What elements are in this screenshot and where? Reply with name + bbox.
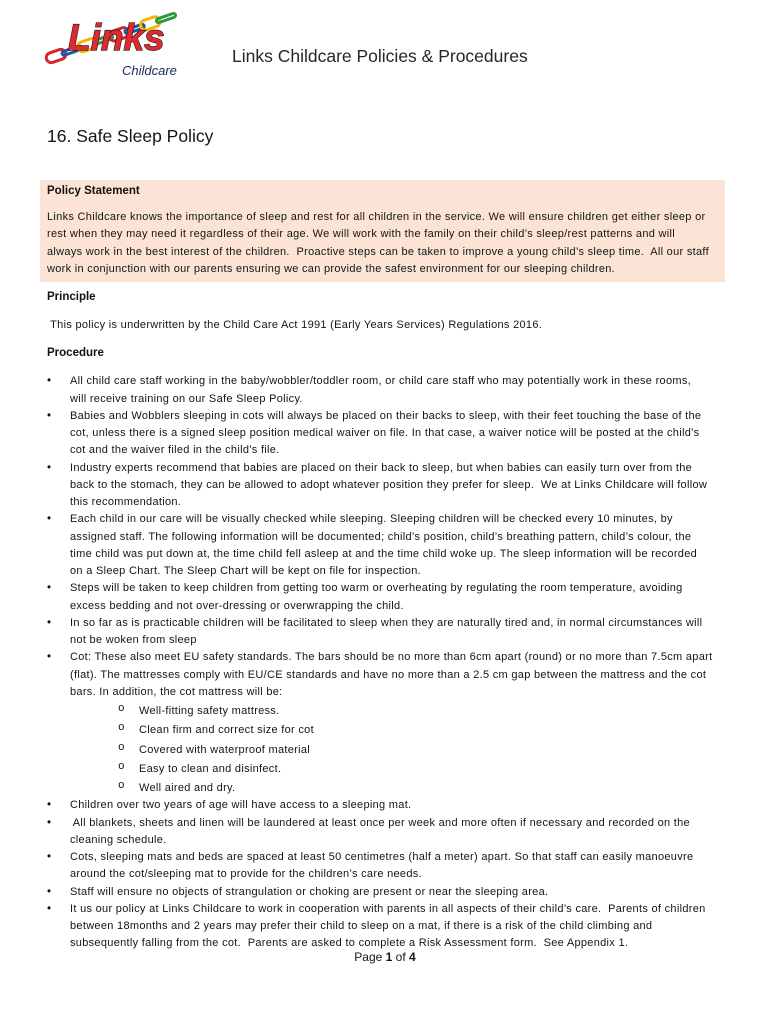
sub-list-item (70, 740, 737, 759)
procedure-item-text: It us our policy at Links Childcare to work in cooperation with parents in all aspects of their child’s care. Parents of children between 18months and 2 years may prefer their child to sleep on a mat, if there is a risk of the child climbing and subsequently falling from the cot. Parents are asked to complete a Risk Assessment form. See Appendix 1. (70, 902, 706, 950)
document-title: 16. Safe Sleep Policy (47, 126, 214, 146)
bullet-marker: • (47, 851, 52, 864)
running-header-title: Links Childcare Policies & Procedures (232, 46, 528, 66)
bullet-marker: • (47, 651, 52, 664)
bullet-marker: • (47, 375, 52, 388)
principle-heading: Principle (47, 291, 96, 303)
sub-list-item (70, 701, 737, 720)
page-footer (0, 948, 770, 966)
sub-list-item-text: Covered with waterproof material (139, 743, 311, 756)
bullet-marker: • (47, 582, 52, 595)
procedure-item (47, 615, 737, 650)
sub-bullet-marker: o (118, 741, 125, 754)
sub-bullet-marker: o (118, 760, 125, 773)
total-pages-number: 4 (409, 950, 416, 964)
procedure-item (47, 580, 737, 615)
page-label: Page (354, 950, 383, 964)
procedure-item (47, 797, 737, 814)
sub-list-item (70, 759, 737, 778)
procedure-item (47, 408, 737, 460)
page-of-label: of (395, 950, 406, 964)
procedure-item-text: All child care staff working in the baby/wobbler/toddler room, or child care staff who may potentially work in these rooms, will receive training on our Safe Sleep Policy. (70, 375, 691, 405)
procedure-item-text: Cot: These also meet EU safety standards. The bars should be no more than 6cm apart (round) or no more than 7.5cm apart (flat). The mattresses comply with EU/CE standards and have no more than a 2.5 cm gap between the mattress and the cot bars. In addition, the cot mattress will be: (70, 651, 713, 698)
logo-wordmark: Links (68, 17, 165, 58)
sub-list-item-text: Well-fitting safety mattress. (139, 705, 280, 718)
procedure-item (47, 901, 737, 953)
bullet-marker: • (47, 902, 52, 915)
bullet-marker: • (47, 409, 52, 422)
procedure-item-text: In so far as is practicable children will be facilitated to sleep when they are naturally tired and, in normal circumstances will not be woken from sleep (70, 616, 703, 647)
policy-statement-heading: Policy Statement (47, 185, 140, 197)
policy-statement-box (40, 180, 725, 282)
logo-subtext: Childcare (122, 63, 177, 78)
procedure-heading: Procedure (47, 346, 104, 359)
procedure-list (47, 373, 737, 952)
procedure-item (47, 373, 737, 408)
sub-bullet-marker: o (118, 722, 125, 735)
bullet-marker: • (47, 461, 52, 474)
bullet-marker: • (47, 616, 52, 629)
sub-list-item-text: Well aired and dry. (139, 782, 236, 795)
sub-bullet-marker: o (118, 780, 125, 793)
procedure-item (47, 460, 737, 512)
procedure-item (47, 815, 737, 850)
sub-bullet-marker: o (118, 703, 125, 716)
sub-list-item (70, 720, 737, 739)
logo-graphic (46, 4, 180, 80)
sub-list-item-text: Easy to clean and disinfect. (139, 762, 282, 775)
procedure-item (47, 849, 737, 884)
principle-text: This policy is underwritten by the Child Care Act 1991 (Early Years Services) Regulations 2016. (47, 319, 543, 332)
policy-statement-text: Links Childcare knows the importance of sleep and rest for all children in the service. We will ensure children get either sleep or rest when they may need it regardless of their age. We will work with the family on their child’s sleep/rest patterns and will always work in the best interest of the children. Proactive steps can be taken to improve a young child’s sleep time. All our staff work in conjunction with our parents ensuring we can provide the safest environment for our sleeping children. (47, 211, 709, 275)
procedure-item-text: Cots, sleeping mats and beds are spaced at least 50 centimetres (half a meter) apart. So that staff can easily manoeuvre around the cot/sleeping mat to provide for the children’s care needs. (70, 851, 694, 881)
procedure-item (47, 511, 737, 580)
procedure-item-text: Staff will ensure no objects of strangulation or choking are present or near the sleeping area. (70, 885, 549, 898)
procedure-item-text: Industry experts recommend that babies are placed on their back to sleep, but when babies can easily turn over from the back to the stomach, they can be allowed to adopt whatever position they prefer for sleep. We at Links Childcare will follow this recommendation. (70, 461, 708, 509)
procedure-item-text: Children over two years of age will have access to a sleeping mat. (70, 799, 412, 812)
bullet-marker: • (47, 816, 52, 829)
current-page-number: 1 (385, 950, 393, 964)
links-childcare-logo (46, 4, 180, 80)
sub-list-item-text: Clean firm and correct size for cot (139, 724, 314, 737)
procedure-item (47, 649, 737, 797)
procedure-item (47, 884, 737, 901)
bullet-marker: • (47, 513, 52, 526)
procedure-item-text: All blankets, sheets and linen will be laundered at least once per week and more often if necessary and recorded on the cleaning schedule. (70, 816, 690, 846)
procedure-item-text: Each child in our care will be visually checked while sleeping. Sleeping children will be checked every 10 minutes, by assigned staff. The following information will be documented; child’s position, child’s breathing pattern, child’s colour, the time child was put down at, the time child fell asleep at and the time child woke up. The sleep information will be recorded on a Sleep Chart. The Sleep Chart will be kept on file for inspection. (70, 513, 698, 578)
bullet-marker: • (47, 799, 52, 812)
bullet-marker: • (47, 885, 52, 898)
procedure-item-text: Babies and Wobblers sleeping in cots will always be placed on their backs to sleep, with their feet touching the base of the cot, unless there is a signed sleep position medical waiver on file. In that case, a waiver notice will be posted at the child’s cot and the waiver filed in the child’s file. (70, 409, 702, 457)
procedure-item-text: Steps will be taken to keep children from getting too warm or overheating by regulating the room temperature, avoiding excess bedding and not over-dressing or overwrapping the child. (70, 582, 683, 612)
sub-list-item (70, 778, 737, 797)
cot-mattress-sublist (70, 701, 737, 797)
